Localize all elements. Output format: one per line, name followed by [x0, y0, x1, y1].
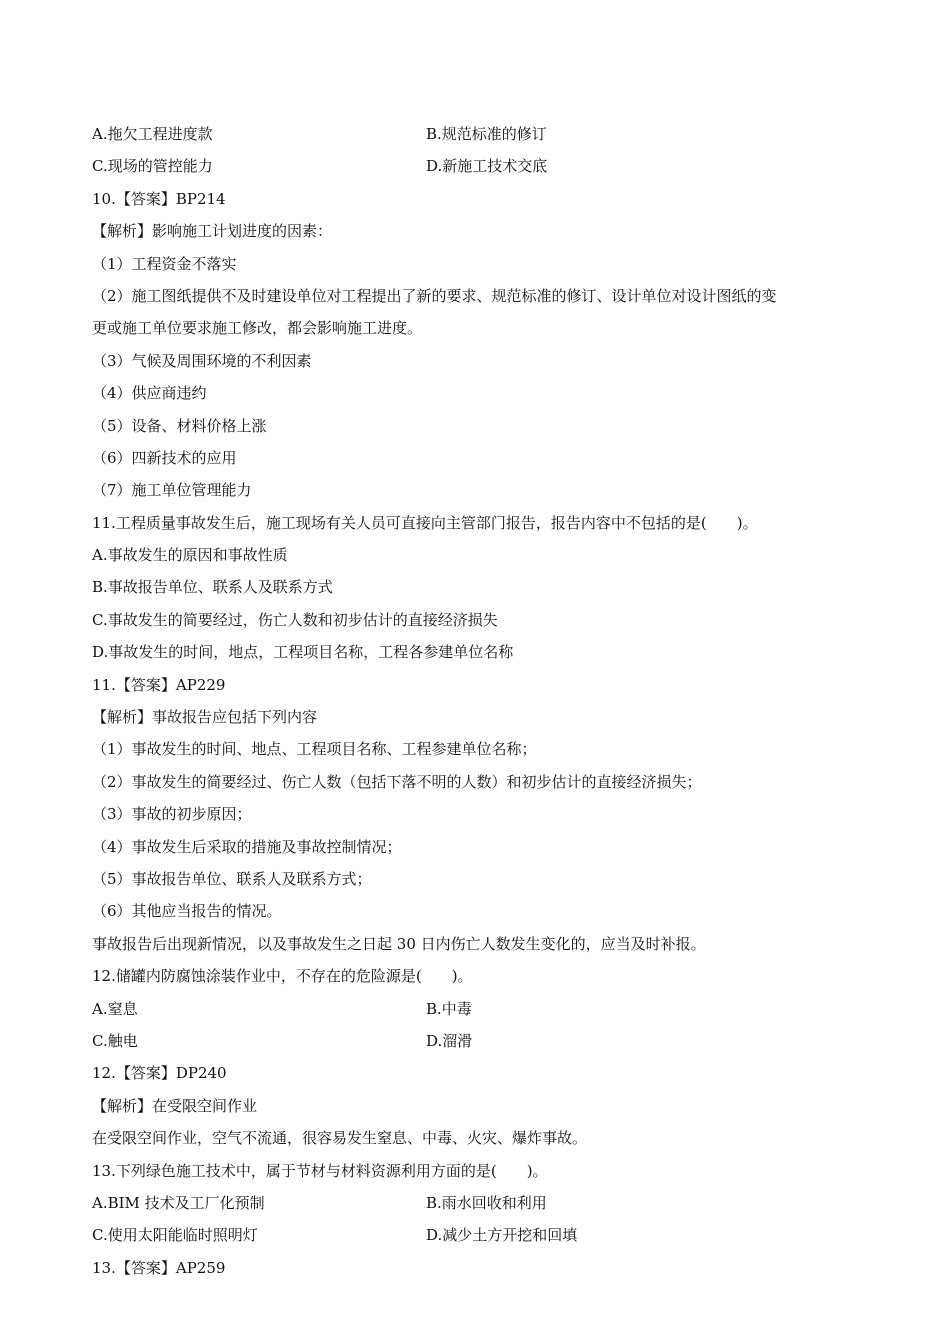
q10-options-row-2: [92, 150, 872, 182]
q10-option-a: A.拖欠工程进度款: [92, 125, 213, 143]
q11-option-b: B.事故报告单位、联系人及联系方式: [92, 578, 333, 597]
q13-options-row-2: [92, 1219, 872, 1251]
q12-analysis-text: 在受限空间作业，空气不流通，很容易发生窒息、中毒、火灾、爆炸事故。: [92, 1129, 588, 1148]
q13-option-d: D.减少土方开挖和回填: [426, 1226, 578, 1245]
document-page: [92, 118, 872, 1284]
q13-options-row-1: [92, 1187, 872, 1219]
q13-option-c: C.使用太阳能临时照明灯: [92, 1226, 258, 1245]
q10-analysis-item-continued: 更或施工单位要求施工修改，都会影响施工进度。: [92, 319, 423, 338]
q11-analysis-heading: 【解析】事故报告应包括下列内容: [92, 708, 318, 727]
q11-analysis-item: （4）事故发生后采取的措施及事故控制情况；: [92, 837, 402, 856]
q13-answer: 13.【答案】AP259: [92, 1258, 226, 1277]
q11-option-a: A.事故发生的原因和事故性质: [92, 546, 288, 565]
q10-analysis-item: （4）供应商违约: [92, 384, 207, 403]
q11-answer: 11.【答案】AP229: [92, 675, 226, 694]
q10-analysis-item: （3）气候及周围环境的不利因素: [92, 351, 312, 370]
q10-options-row-1: [92, 118, 872, 150]
q12-question: 12.储罐内防腐蚀涂装作业中，不存在的危险源是( )。: [92, 967, 473, 986]
q13-question: 13.下列绿色施工技术中，属于节材与材料资源利用方面的是( )。: [92, 1161, 548, 1180]
q11-analysis-item: （1）事故发生的时间、地点、工程项目名称、工程参建单位名称；: [92, 740, 537, 759]
q10-analysis-item: （6）四新技术的应用: [92, 448, 237, 467]
q10-analysis-heading: 【解析】影响施工计划进度的因素：: [92, 222, 333, 241]
q12-analysis-heading: 【解析】在受限空间作业: [92, 1096, 258, 1115]
q12-options-row-1: [92, 993, 872, 1025]
q10-analysis-item: （7）施工单位管理能力: [92, 481, 252, 500]
q11-option-c: C.事故发生的简要经过，伤亡人数和初步估计的直接经济损失: [92, 610, 498, 629]
q10-analysis-item: （2）施工图纸提供不及时建设单位对工程提出了新的要求、规范标准的修订、设计单位对设计图纸的变: [92, 286, 777, 305]
q11-analysis-note: 事故报告后出现新情况，以及事故发生之日起 30 日内伤亡人数发生变化的，应当及时补报。: [92, 934, 706, 953]
q11-option-d: D.事故发生的时间，地点，工程项目名称，工程各参建单位名称: [92, 643, 514, 662]
q12-options-row-2: [92, 1025, 872, 1057]
q12-option-b: B.中毒: [426, 999, 472, 1018]
q13-option-b: B.雨水回收和利用: [426, 1193, 547, 1212]
q10-analysis-item: （5）设备、材料价格上涨: [92, 416, 267, 435]
q10-option-d: D.新施工技术交底: [426, 157, 548, 176]
q11-analysis-item: （5）事故报告单位、联系人及联系方式；: [92, 869, 372, 888]
q12-answer: 12.【答案】DP240: [92, 1064, 227, 1083]
q11-analysis-item: （2）事故发生的简要经过、伤亡人数（包括下落不明的人数）和初步估计的直接经济损失；: [92, 772, 702, 791]
q10-analysis-item: （1）工程资金不落实: [92, 254, 237, 273]
q10-option-b: B.规范标准的修订: [426, 125, 547, 143]
q10-option-c: C.现场的管控能力: [92, 157, 213, 176]
q11-question: 11.工程质量事故发生后，施工现场有关人员可直接向主管部门报告，报告内容中不包括的是( )。: [92, 513, 758, 532]
q12-option-a: A.窒息: [92, 999, 138, 1018]
q11-analysis-item: （6）其他应当报告的情况。: [92, 902, 282, 921]
q10-answer: 10.【答案】BP214: [92, 189, 226, 208]
q12-option-d: D.溜滑: [426, 1031, 473, 1050]
q11-analysis-item: （3）事故的初步原因；: [92, 805, 252, 824]
q13-option-a: A.BIM 技术及工厂化预制: [92, 1193, 265, 1212]
q12-option-c: C.触电: [92, 1031, 138, 1050]
